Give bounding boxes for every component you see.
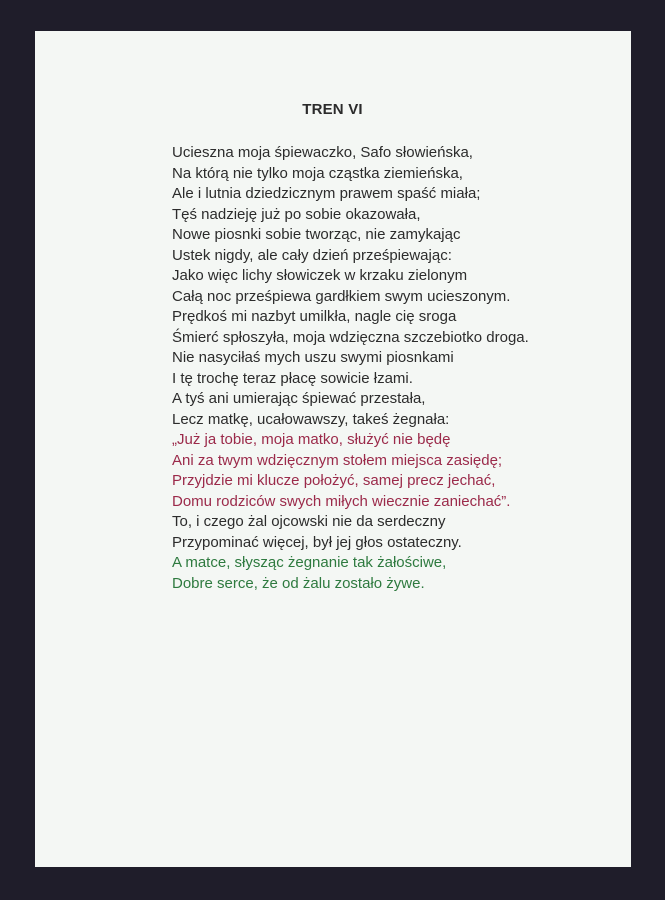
poem-line-daughter-speech: „Już ja tobie, moja matko, służyć nie będę (172, 431, 451, 448)
poem-line: Śmierć spłoszyła, moja wdzięczna szczebiotko droga. (172, 328, 529, 346)
poem-line: Tęś nadzieję już po sobie okazowała, (172, 205, 421, 223)
poem-line: Ucieszna moja śpiewaczko, Safo słowieńska, (172, 144, 473, 161)
poem-line: Nie nasyciłaś mych uszu swymi piosnkami (172, 349, 454, 366)
poem-line-daughter-speech: Ani za twym wdzięcznym stołem miejsca zasiędę; (172, 451, 503, 469)
poem-line: I tę trochę teraz płacę sowicie łzami. (172, 369, 413, 387)
poem-line: Na którą nie tylko moja cząstka ziemieńska, (172, 164, 463, 182)
poem-line: Nowe piosnki sobie tworząc, nie zamykając (172, 226, 461, 243)
poem-line-daughter-speech: Domu rodziców swych miłych wiecznie zaniechać”. (172, 492, 511, 510)
poem-line: Przypominać więcej, był jej głos ostateczny. (172, 533, 462, 551)
poem-line-mother: Dobre serce, że od żalu zostało żywe. (172, 574, 425, 592)
poem-line-daughter-speech: Przyjdzie mi klucze położyć, samej precz jechać, (172, 472, 496, 489)
poem-line-mother: A matce, słysząc żegnanie tak żałościwe, (172, 554, 447, 571)
poem-line: Lecz matkę, ucałowawszy, takeś żegnała: (172, 410, 450, 428)
poem-line: Prędkoś mi nazbyt umilkła, nagle cię sroga (172, 308, 457, 325)
poem-title: TREN VI (302, 101, 363, 118)
poem-body (172, 143, 529, 594)
poem-line: A tyś ani umierając śpiewać przestała, (172, 390, 426, 407)
poem-line: Całą noc prześpiewa gardłkiem swym ucieszonym. (172, 287, 511, 305)
poem-line: To, i czego żal ojcowski nie da serdeczny (172, 513, 446, 530)
poem-line: Ustek nigdy, ale cały dzień prześpiewając: (172, 246, 452, 264)
poem-line: Ale i lutnia dziedzicznym prawem spaść miała; (172, 185, 481, 202)
poem-line: Jako więc lichy słowiczek w krzaku zielonym (172, 267, 468, 284)
